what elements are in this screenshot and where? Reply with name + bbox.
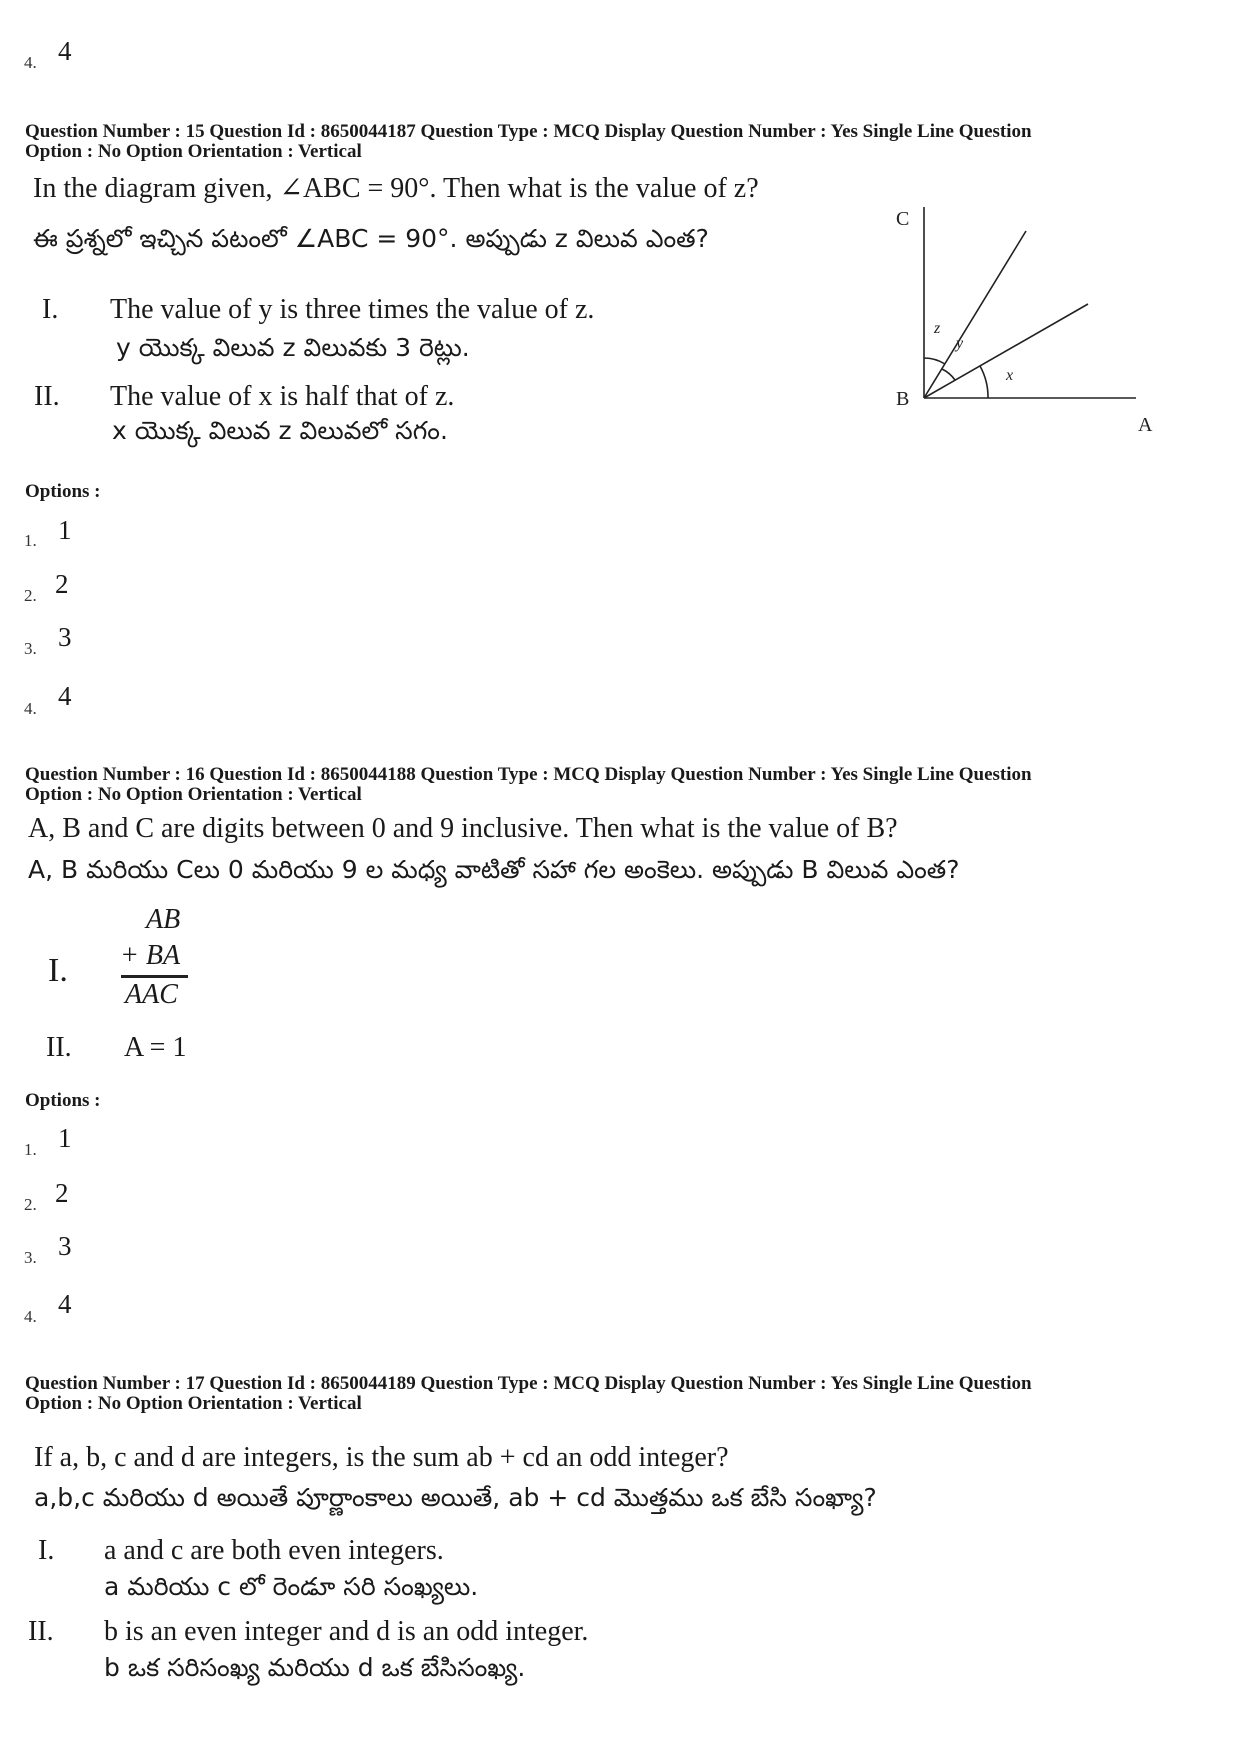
statement-english: The value of y is three times the value of z.	[110, 294, 595, 325]
statement-telugu: a మరియు c లో రెండూ సరి సంఖ్యలు.	[104, 1572, 479, 1601]
question-text-telugu: A, B మరియు Cలు 0 మరియు 9 ల మధ్య వాటితో సహా గల అంకెలు. అప్పుడు B విలువ ఎంత?	[28, 855, 960, 884]
option-number: 4.	[24, 53, 37, 72]
option-number: 4.	[24, 1307, 37, 1326]
option-value[interactable]: 4	[58, 36, 72, 66]
statement-number: I.	[42, 294, 59, 325]
label-c: C	[896, 208, 910, 230]
option-number: 1.	[24, 531, 37, 550]
question-header: Question Number : 16 Question Id : 8650044188 Question Type : MCQ Display Question Number : Yes Single Line Question	[25, 764, 1032, 785]
option-number: 2.	[24, 586, 37, 605]
label-b: B	[896, 388, 910, 410]
question-text-english: A, B and C are digits between 0 and 9 inclusive. Then what is the value of B?	[28, 813, 898, 844]
statement-english: b is an even integer and d is an odd integer.	[104, 1616, 589, 1647]
statement-english: A = 1	[124, 1032, 187, 1063]
option-value[interactable]: 3	[58, 622, 72, 652]
options-label: Options :	[25, 1090, 101, 1111]
statement-number: II.	[46, 1032, 72, 1063]
question-text-telugu: a,b,c మరియు d అయితే పూర్ణాంకాలు అయితే, ab + cd మొత్తము ఒక బేసి సంఖ్యా?	[34, 1483, 877, 1512]
option-value[interactable]: 2	[55, 1178, 69, 1208]
option-value[interactable]: 2	[55, 569, 69, 599]
statement-english: a and c are both even integers.	[104, 1535, 444, 1566]
option-value[interactable]: 4	[58, 1289, 72, 1319]
statement-number: I.	[48, 952, 68, 989]
addend-2: + BA	[120, 940, 181, 971]
statement-telugu: x యొక్క విలువ z విలువలో సగం.	[112, 416, 448, 445]
angle-diagram	[880, 195, 1180, 445]
question-header-options: Option : No Option Orientation : Vertical	[25, 141, 362, 162]
option-value[interactable]: 1	[58, 515, 72, 545]
addend-1: AB	[146, 904, 181, 935]
option-number: 4.	[24, 699, 37, 718]
option-value[interactable]: 3	[58, 1231, 72, 1261]
arc-y	[942, 369, 955, 380]
question-header: Question Number : 15 Question Id : 8650044187 Question Type : MCQ Display Question Number : Yes Single Line Question	[25, 121, 1032, 142]
arc-z	[924, 358, 945, 364]
option-value[interactable]: 4	[58, 681, 72, 711]
question-text-english: If a, b, c and d are integers, is the sum ab + cd an odd integer?	[34, 1442, 729, 1473]
statement-telugu: b ఒక సరిసంఖ్య మరియు d ఒక బేసిసంఖ్య.	[104, 1653, 526, 1682]
option-number: 2.	[24, 1195, 37, 1214]
arc-x	[980, 366, 988, 398]
statement-telugu: y యొక్క విలువ z విలువకు 3 రెట్లు.	[116, 333, 470, 362]
question-text-english: In the diagram given, ∠ABC = 90°. Then what is the value of z?	[33, 173, 759, 204]
statement-number: II.	[28, 1616, 54, 1647]
label-a: A	[1138, 414, 1153, 436]
option-value[interactable]: 1	[58, 1123, 72, 1153]
options-label: Options :	[25, 481, 101, 502]
sum-line	[121, 975, 188, 978]
question-header: Question Number : 17 Question Id : 8650044189 Question Type : MCQ Display Question Number : Yes Single Line Question	[25, 1373, 1032, 1394]
statement-number: II.	[34, 381, 60, 412]
label-y: y	[956, 335, 964, 352]
statement-english: The value of x is half that of z.	[110, 381, 455, 412]
sum: AAC	[125, 979, 178, 1010]
question-header-options: Option : No Option Orientation : Vertical	[25, 1393, 362, 1414]
question-header-options: Option : No Option Orientation : Vertical	[25, 784, 362, 805]
label-x: x	[1006, 367, 1014, 384]
option-number: 1.	[24, 1140, 37, 1159]
option-number: 3.	[24, 639, 37, 658]
statement-number: I.	[38, 1535, 55, 1566]
label-z: z	[934, 320, 941, 337]
option-number: 3.	[24, 1248, 37, 1267]
question-text-telugu: ఈ ప్రశ్నలో ఇచ్చిన పటంలో ∠ABC = 90°. అప్పుడు z విలువ ఎంత?	[33, 224, 709, 253]
